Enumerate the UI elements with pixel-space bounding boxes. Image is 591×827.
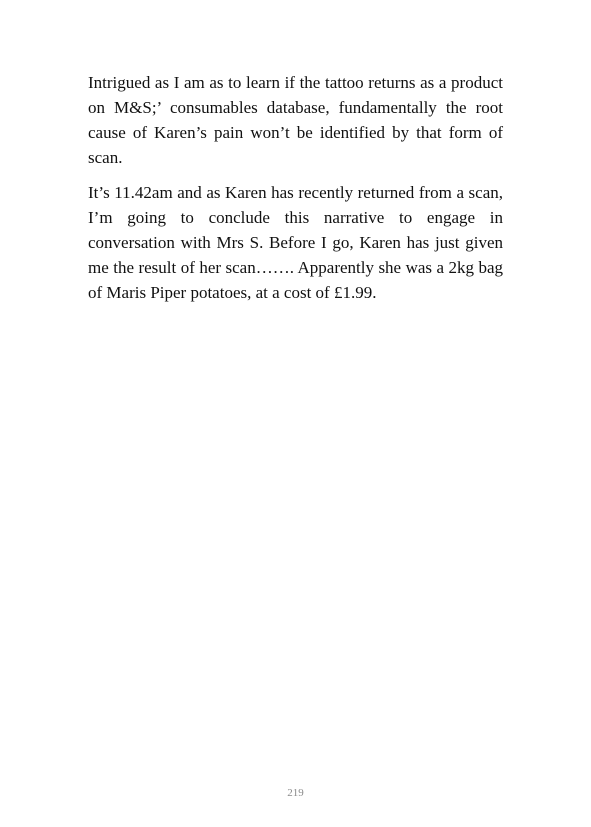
paragraph-2: It’s 11.42am and as Karen has recently returned from a scan, I’m going to conclude this narrative to engage in conversation with Mrs S. Before I go, Karen has just given me the result of her scan……. Apparently she was a 2kg bag of Maris Piper potatoes, at a cost of £1.99.	[88, 183, 503, 302]
page-number: 219	[287, 787, 304, 799]
body-text	[88, 70, 503, 315]
paragraph-1: Intrigued as I am as to learn if the tattoo returns as a product on M&S;’ consumables database, fundamentally the root cause of Karen’s pain won’t be identified by that form of scan.	[88, 73, 503, 167]
